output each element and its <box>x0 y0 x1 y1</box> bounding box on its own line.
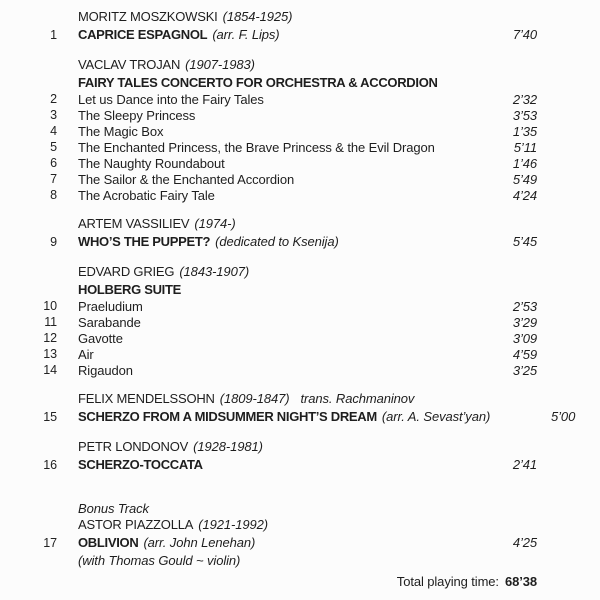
track-title: Air <box>78 346 94 362</box>
track-number: 12 <box>43 331 57 345</box>
track-number: 6 <box>50 156 57 170</box>
track-title: Gavotte <box>78 330 123 346</box>
track-number: 4 <box>50 124 57 138</box>
work-title-row <box>0 280 537 298</box>
track-number: 2 <box>50 92 57 106</box>
track-title-cell <box>78 140 452 155</box>
track-subnote-row <box>0 552 537 568</box>
track-note: (arr. John Lenehan) <box>143 535 256 550</box>
track-row <box>0 346 537 362</box>
track-duration: 2’32 <box>512 91 537 107</box>
track-row <box>0 171 537 187</box>
track-title-cell <box>78 363 452 378</box>
track-note: (arr. F. Lips) <box>212 27 280 42</box>
work-group <box>0 215 537 251</box>
track-subnote: (with Thomas Gould ~ violin) <box>78 552 241 568</box>
track-duration: 2’41 <box>512 457 537 472</box>
composer-line <box>0 215 537 232</box>
track-title-cell <box>78 331 452 346</box>
track-title-cell <box>78 347 452 362</box>
track-title-cell <box>78 409 490 424</box>
track-title: CAPRICE ESPAGNOL <box>78 27 208 42</box>
composer-line <box>0 56 537 73</box>
track-note: (dedicated to Ksenija) <box>215 234 339 249</box>
track-number: 16 <box>43 457 57 472</box>
track-number: 7 <box>50 172 57 186</box>
bonus-label-row <box>0 500 537 516</box>
track-title: The Sleepy Princess <box>78 107 196 123</box>
track-row <box>0 533 537 552</box>
composer-line <box>0 263 537 280</box>
track-row <box>0 232 537 251</box>
track-duration: 5’45 <box>512 234 537 249</box>
track-row <box>0 187 537 203</box>
track-title: SCHERZO-TOCCATA <box>78 457 203 472</box>
track-title: Praeludium <box>78 298 143 314</box>
track-row <box>0 314 537 330</box>
track-title-cell <box>78 535 452 550</box>
track-title-cell <box>78 299 452 314</box>
track-row <box>0 155 537 171</box>
track-title-cell <box>78 156 452 171</box>
work-title-row <box>0 73 537 91</box>
track-title: Sarabande <box>78 314 141 330</box>
composer-name: VACLAV TROJAN <box>78 57 181 72</box>
composer-line <box>0 390 537 407</box>
composer-line <box>0 516 537 533</box>
work-group <box>0 8 537 44</box>
track-number: 1 <box>50 27 57 42</box>
track-duration: 2’53 <box>512 298 537 314</box>
track-title: The Magic Box <box>78 123 164 139</box>
work-group <box>0 500 537 568</box>
composer-cell <box>78 9 452 24</box>
track-title: Let us Dance into the Fairy Tales <box>78 91 264 107</box>
track-title: The Sailor & the Enchanted Accordion <box>78 171 295 187</box>
work-group <box>0 263 537 378</box>
track-title: WHO’S THE PUPPET? <box>78 234 211 249</box>
composer-line <box>0 438 537 455</box>
composer-cell <box>78 264 452 279</box>
composer-dates: (1843-1907) <box>179 264 250 279</box>
track-title-cell <box>78 188 452 203</box>
composer-name: MORITZ MOSZKOWSKI <box>78 9 218 24</box>
track-duration: 4’25 <box>512 535 537 550</box>
work-title: HOLBERG SUITE <box>78 281 181 297</box>
composer-name: EDVARD GRIEG <box>78 264 175 279</box>
work-group <box>0 56 537 203</box>
track-title-cell <box>78 234 452 249</box>
composer-cell <box>78 439 452 454</box>
track-number: 17 <box>43 535 57 550</box>
track-duration: 5’00 <box>551 409 576 424</box>
track-title-cell <box>78 92 452 107</box>
track-title: OBLIVION <box>78 535 139 550</box>
composer-dates: (1854-1925) <box>222 9 293 24</box>
track-title-cell <box>78 315 452 330</box>
track-number: 14 <box>43 363 57 377</box>
composer-cell <box>78 57 452 72</box>
track-title: The Enchanted Princess, the Brave Princess & the Evil Dragon <box>78 139 435 155</box>
track-title-cell <box>78 27 452 42</box>
track-number: 3 <box>50 108 57 122</box>
track-duration: 1’35 <box>512 123 537 139</box>
composer-dates: (1928-1981) <box>193 439 263 454</box>
total-label: Total playing time: <box>396 574 499 589</box>
composer-dates: (1974-) <box>194 216 236 231</box>
composer-name: PETR LONDONOV <box>78 439 189 454</box>
composer-dates: (1921-1992) <box>198 517 268 532</box>
track-number: 15 <box>43 409 57 424</box>
track-note: (arr. A. Sevast’yan) <box>381 409 491 424</box>
composer-cell <box>78 391 452 406</box>
composer-cell <box>78 216 452 231</box>
work-title: FAIRY TALES CONCERTO FOR ORCHESTRA & ACCORDION <box>78 74 438 90</box>
track-number: 8 <box>50 188 57 202</box>
track-title: The Naughty Roundabout <box>78 155 225 171</box>
track-title: The Acrobatic Fairy Tale <box>78 187 215 203</box>
bonus-label: Bonus Track <box>78 500 149 516</box>
track-row <box>0 298 537 314</box>
track-number: 5 <box>50 140 57 154</box>
track-duration: 3’53 <box>512 107 537 123</box>
composer-cell <box>78 517 452 532</box>
track-duration: 5’49 <box>512 171 537 187</box>
total-value: 68’38 <box>504 574 537 589</box>
track-row <box>0 330 537 346</box>
track-row <box>0 123 537 139</box>
track-number: 10 <box>43 299 57 313</box>
track-duration: 4’24 <box>512 187 537 203</box>
track-number: 9 <box>50 234 57 249</box>
track-duration: 3’29 <box>512 314 537 330</box>
track-row <box>0 139 537 155</box>
track-row <box>0 25 537 44</box>
track-list <box>0 8 576 568</box>
track-row <box>0 455 537 474</box>
track-title-cell <box>78 124 452 139</box>
track-duration: 1’46 <box>512 155 537 171</box>
track-title: SCHERZO FROM A MIDSUMMER NIGHT’S DREAM <box>78 409 377 424</box>
track-row <box>0 362 537 378</box>
track-title: Rigaudon <box>78 362 133 378</box>
track-duration: 3’25 <box>512 362 537 378</box>
track-duration: 5’11 <box>513 139 537 155</box>
track-row <box>0 107 537 123</box>
composer-name: ARTEM VASSILIEV <box>78 216 190 231</box>
track-number: 11 <box>44 315 57 329</box>
work-group <box>0 438 537 474</box>
track-row <box>0 407 576 426</box>
track-title-cell <box>78 457 452 472</box>
track-title-cell <box>78 172 452 187</box>
track-duration: 7’40 <box>512 27 537 42</box>
work-group <box>0 390 576 426</box>
composer-name: ASTOR PIAZZOLLA <box>78 517 194 532</box>
composer-transcriber: trans. Rachmaninov <box>300 391 415 406</box>
track-title-cell <box>78 108 452 123</box>
track-row <box>0 91 537 107</box>
track-number: 13 <box>43 347 57 361</box>
track-duration: 3’09 <box>512 330 537 346</box>
total-row <box>0 574 537 590</box>
track-duration: 4’59 <box>512 346 537 362</box>
composer-dates: (1809-1847) <box>219 391 290 406</box>
composer-name: FELIX MENDELSSOHN <box>78 391 215 406</box>
composer-dates: (1907-1983) <box>185 57 255 72</box>
composer-line <box>0 8 537 25</box>
